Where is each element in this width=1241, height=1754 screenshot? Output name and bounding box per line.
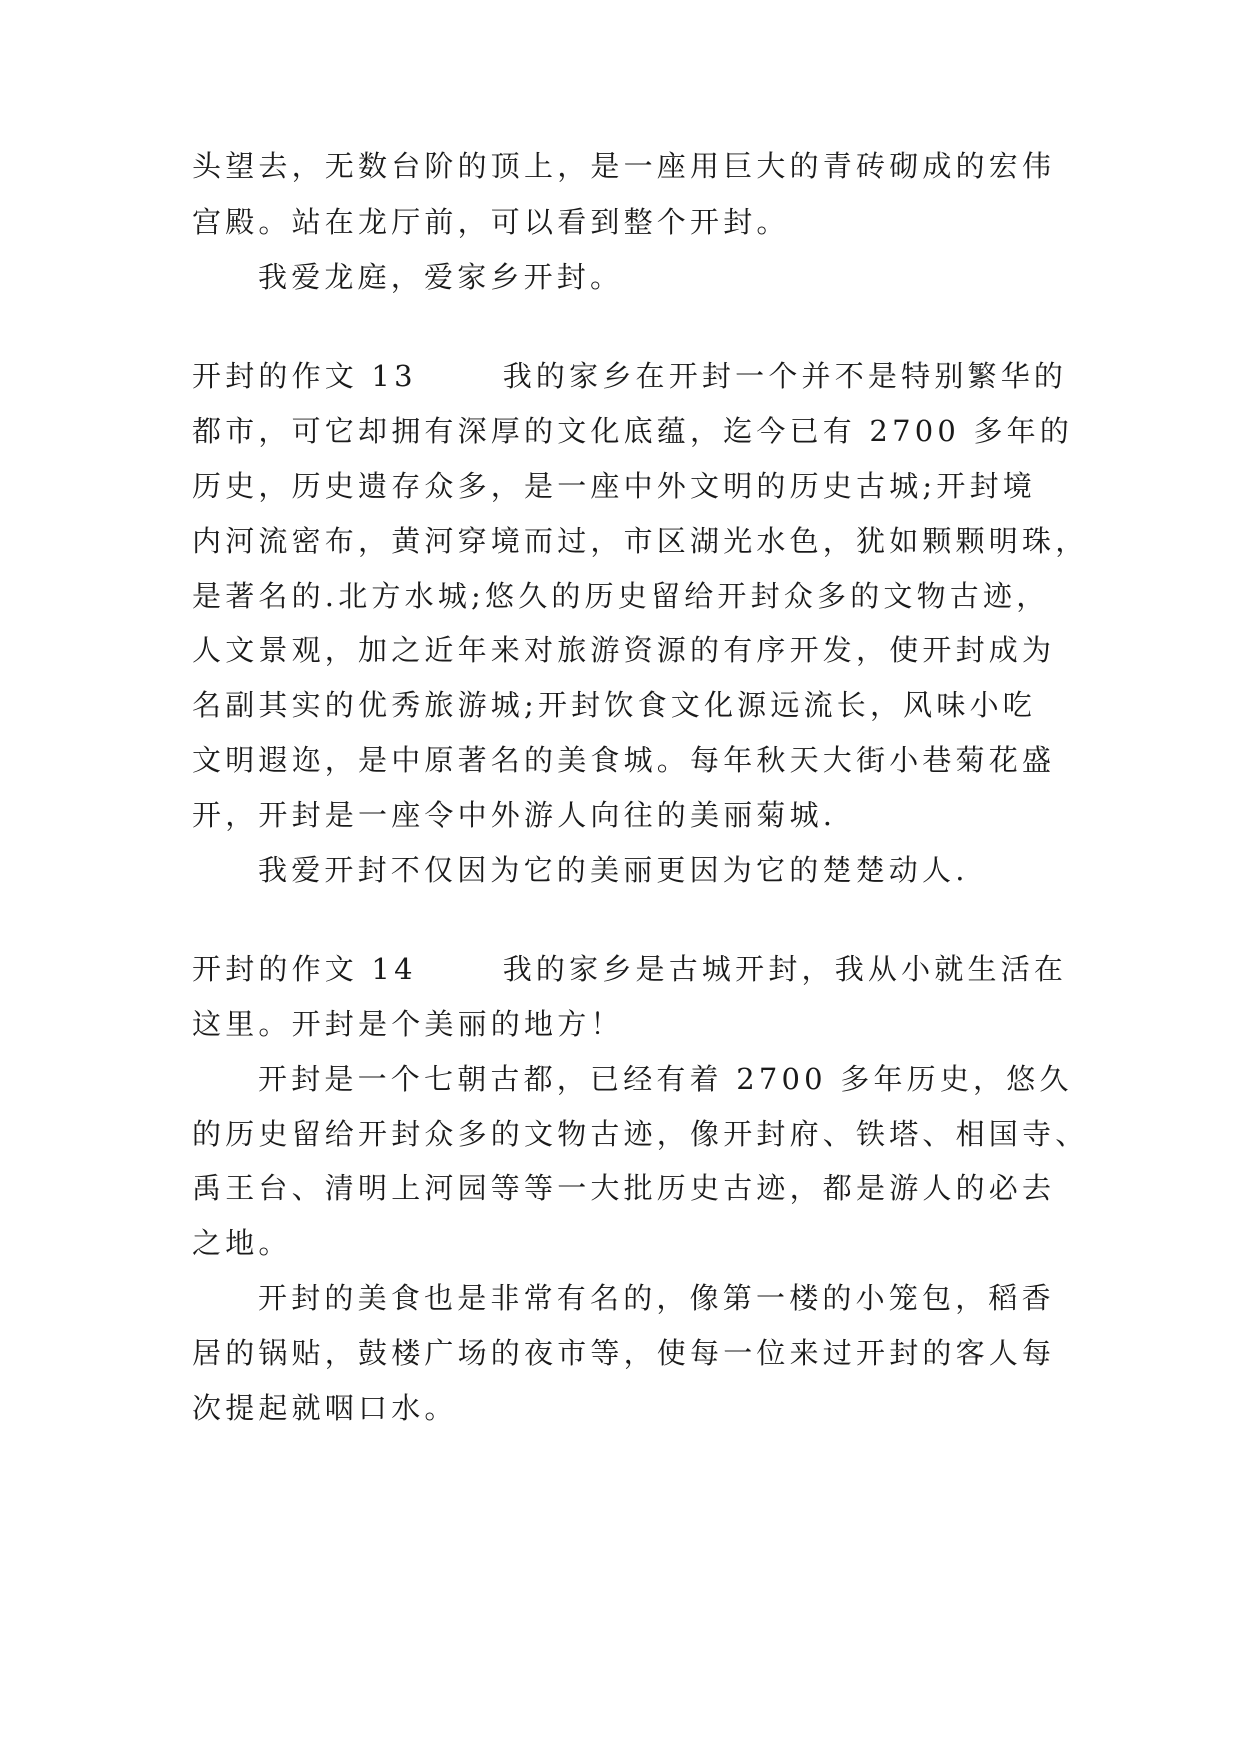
text-line: 我爱开封不仅因为它的美丽更因为它的楚楚动人.: [258, 853, 969, 887]
text-line: 开封是一个七朝古都，已经有着 2700 多年历史，悠久: [258, 1062, 1073, 1096]
paragraph-start: 我的家乡在开封一个并不是特别繁华的: [502, 359, 1068, 393]
text-line: 我爱龙庭，爱家乡开封。: [258, 260, 624, 294]
text-line: 居的锅贴，鼓楼广场的夜市等，使每一位来过开封的客人每: [192, 1336, 1056, 1370]
text-line: 都市，可它却拥有深厚的文化底蕴，迄今已有 2700 多年的: [192, 414, 1074, 448]
text-line: 禹王台、清明上河园等等一大批历史古迹，都是游人的必去: [192, 1171, 1056, 1205]
text-line: 次提起就咽口水。: [192, 1391, 458, 1425]
text-line: 之地。: [192, 1226, 292, 1260]
text-line: 名副其实的优秀旅游城;开封饮食文化源远流长，风味小吃: [192, 688, 1036, 722]
text-line: 开，开封是一座令中外游人向往的美丽菊城.: [192, 798, 837, 832]
text-line: 内河流密布，黄河穿境而过，市区湖光水色，犹如颗颗明珠，: [192, 524, 1089, 558]
section-heading: 开封的作文 13: [192, 359, 417, 393]
section-heading: 开封的作文 14: [192, 952, 417, 986]
section-heading-line: [192, 356, 1067, 396]
text-line: 开封的美食也是非常有名的，像第一楼的小笼包，稻香: [258, 1281, 1055, 1315]
text-line: 是著名的.北方水城;悠久的历史留给开封众多的文物古迹，: [192, 579, 1050, 613]
text-line: 历史，历史遗存众多，是一座中外文明的历史古城;开封境: [192, 469, 1036, 503]
text-line: 这里。开封是个美丽的地方！: [192, 1007, 624, 1041]
text-line: 人文景观，加之近年来对旅游资源的有序开发，使开封成为: [192, 633, 1056, 667]
text-line: 文明遐迩，是中原著名的美食城。每年秋天大街小巷菊花盛: [192, 743, 1056, 777]
text-line: 的历史留给开封众多的文物古迹，像开封府、铁塔、相国寺、: [192, 1117, 1089, 1151]
paragraph-start: 我的家乡是古城开封，我从小就生活在: [502, 952, 1068, 986]
text-line: 头望去，无数台阶的顶上，是一座用巨大的青砖砌成的宏伟: [192, 149, 1056, 183]
text-line: 宫殿。站在龙厅前，可以看到整个开封。: [192, 205, 790, 239]
section-heading-line: [192, 949, 1067, 989]
